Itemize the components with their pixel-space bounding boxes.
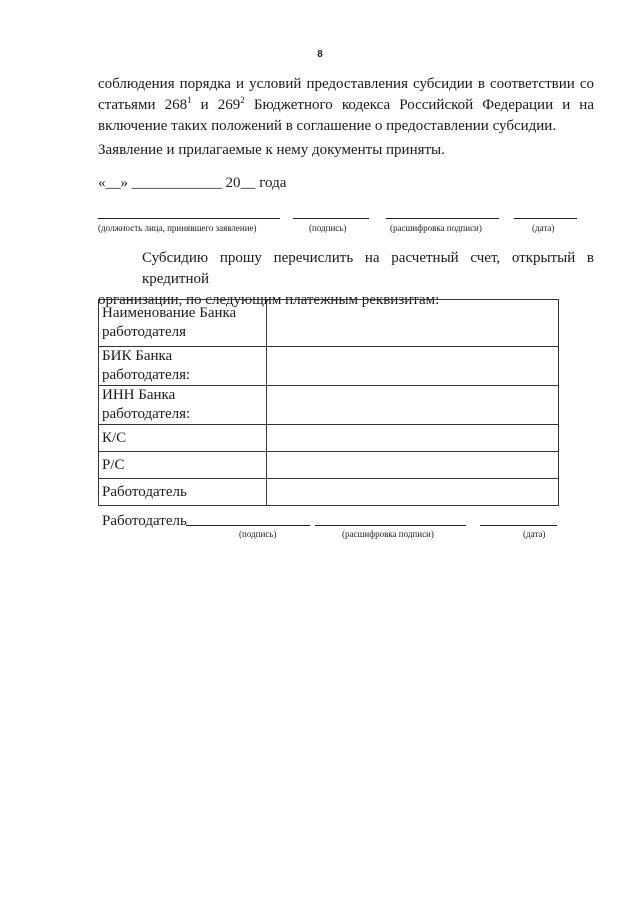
- signature-decoding-caption: (расшифровка подписи): [390, 223, 482, 233]
- employer-date-line: [480, 525, 557, 526]
- intro-line-3: включение таких положений в соглашение о предоставлении субсидии.: [98, 118, 557, 134]
- table-row: [99, 300, 559, 347]
- transfer-request-line-2: организации, по следующим платежным реквизитам:: [98, 292, 440, 308]
- employer-signature-caption: (подпись): [239, 529, 277, 539]
- employer-signature-label: Работодатель: [102, 513, 187, 529]
- employer-label: Работодатель: [99, 479, 267, 506]
- superscript-1: 1: [187, 95, 192, 105]
- superscript-2: 2: [240, 95, 245, 105]
- table-row: [99, 479, 559, 506]
- employer-value: [267, 479, 559, 506]
- bank-bik-value: [267, 347, 559, 386]
- position-caption: (должность лица, принявшего заявление): [98, 223, 257, 233]
- date-line: [514, 218, 577, 219]
- intro-line-2-part-c: Бюджетного кодекса Российской Федерации и на: [244, 97, 594, 113]
- employer-signature-line: [186, 525, 310, 526]
- employer-decoding-line: [315, 525, 466, 526]
- page-number: 8: [317, 48, 323, 60]
- acceptance-date-line: «__» ____________ 20__ года: [98, 175, 287, 191]
- intro-line-2: [98, 95, 594, 116]
- correspondent-account-label: К/С: [99, 425, 267, 452]
- bank-inn-value: [267, 386, 559, 425]
- signature-line: [293, 218, 369, 219]
- position-line: [98, 218, 280, 219]
- accepted-text: Заявление и прилагаемые к нему документы приняты.: [98, 142, 445, 158]
- transfer-request-line-1: Субсидию прошу перечислить на расчетный счет, открытый в кредитной: [142, 250, 594, 287]
- table-row: [99, 425, 559, 452]
- bank-inn-label: ИНН Банка работодателя:: [99, 386, 267, 425]
- signature-decoding-line: [386, 218, 499, 219]
- date-caption: (дата): [532, 223, 555, 233]
- intro-line-2-part-b: и 269: [191, 97, 241, 113]
- settlement-account-value: [267, 452, 559, 479]
- table-row: [99, 452, 559, 479]
- table-row: [99, 347, 559, 386]
- bank-name-value: [267, 300, 559, 347]
- bank-name-label: Наименование Банка работодателя: [99, 300, 267, 347]
- correspondent-account-value: [267, 425, 559, 452]
- employer-decoding-caption: (расшифровка подписи): [342, 529, 434, 539]
- settlement-account-label: Р/С: [99, 452, 267, 479]
- signature-caption: (подпись): [309, 223, 347, 233]
- requisites-table: [98, 299, 559, 506]
- intro-paragraph: [98, 74, 594, 137]
- table-row: [99, 386, 559, 425]
- intro-line-1: соблюдения порядка и условий предоставления субсидии в соответствии со: [98, 76, 594, 92]
- intro-line-2-part-a: статьями 268: [98, 97, 188, 113]
- bank-bik-label: БИК Банка работодателя:: [99, 347, 267, 386]
- employer-date-caption: (дата): [523, 529, 546, 539]
